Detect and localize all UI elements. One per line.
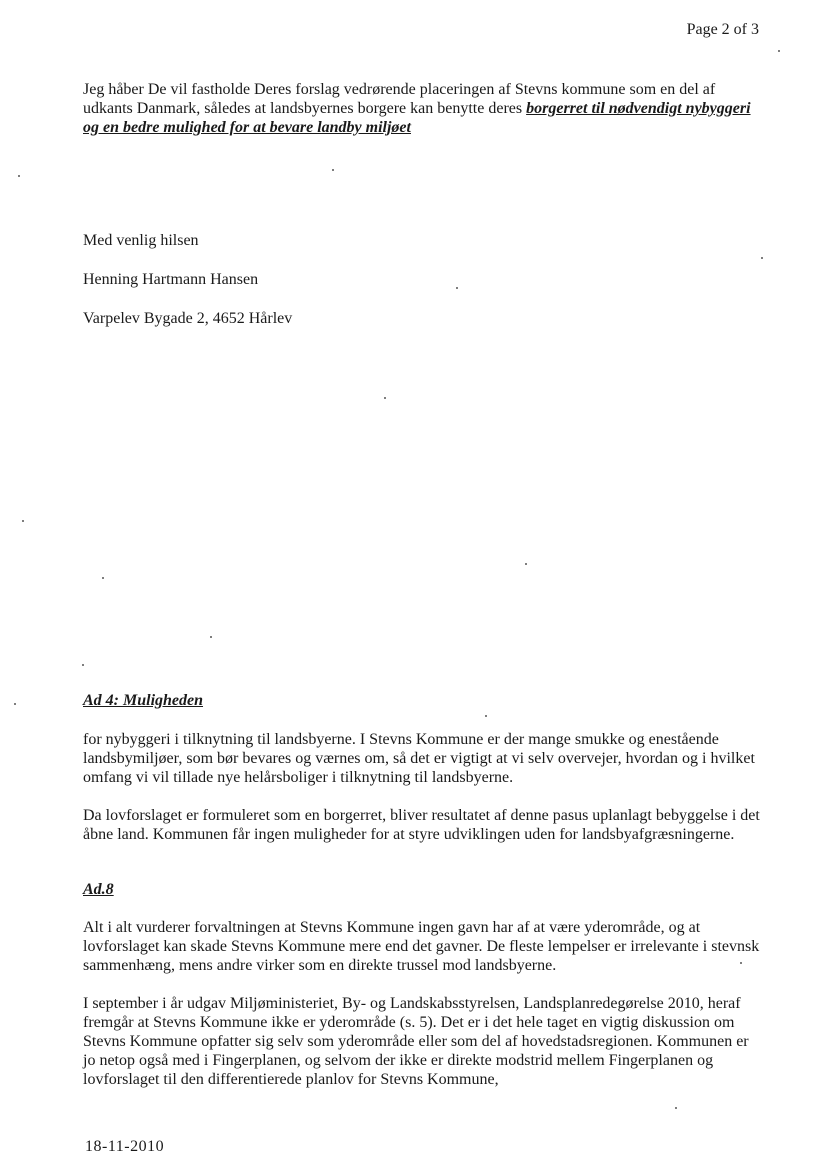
intro-emphasis: borgerret til nødvendigt nybyggeri og en bedre mulighed for at bevare landby miljøet xyxy=(83,100,751,136)
scan-speck xyxy=(675,1107,677,1109)
scan-speck xyxy=(456,287,458,289)
scan-speck xyxy=(332,169,334,171)
scan-speck xyxy=(778,50,780,52)
sender-name: Henning Hartmann Hansen xyxy=(83,271,259,288)
scan-speck xyxy=(14,703,16,705)
sender-address: Varpelev Bygade 2, 4652 Hårlev xyxy=(83,310,293,327)
intro-text: Jeg håber De vil fastholde Deres forslag vedrørende placeringen af Stevns kommune som en del af udkants Danmark, således at landsbyernes borgere kan benytte deres xyxy=(83,81,716,117)
section-heading-ad4: Ad 4: Muligheden xyxy=(83,692,204,709)
closing-greeting: Med venlig hilsen xyxy=(83,232,199,249)
ad4-paragraph-2: Da lovforslaget er formuleret som en borgerret, bliver resultatet af denne pasus uplanlagt bebyggelse i det åbne land. Kommunen får ingen muligheder for at styre udviklingen uden for landsbyafgræsningerne. xyxy=(83,807,760,843)
ad4-paragraph-1: for nybyggeri i tilknytning til landsbyerne. I Stevns Kommune er der mange smukke og enestående landsbymiljøer, som bør bevares og værnes om, så det er vigtigt at vi selv overvejer, hvordan og i hvilket omfang vi vil tillade nye helårsboliger i tilknytning til landsbyerne. xyxy=(83,731,755,786)
scan-speck xyxy=(761,257,763,259)
scan-speck xyxy=(210,636,212,638)
ad8-paragraph-2: I september i år udgav Miljøministeriet, By- og Landskabsstyrelsen, Landsplanredegørelse 2010, heraf fremgår at Stevns Kommune ikke er yderområde (s. 5). Det er i det hele taget en vigtig diskussion om Stevns Kommune opfatter sig selv som yderområde eller som del af hovedstadsregionen. Kommunen er jo netop også med i Fingerplanen, og selvom der ikke er direkte modstrid mellem Fingerplanen og lovforslaget til den differentierede planlov for Stevns Kommune, xyxy=(83,995,749,1088)
scan-speck xyxy=(82,664,84,666)
section-heading-ad8: Ad.8 xyxy=(83,881,114,898)
scan-speck xyxy=(740,962,742,964)
scan-speck xyxy=(18,175,20,177)
scan-speck xyxy=(485,715,487,717)
scan-speck xyxy=(384,397,386,399)
page-number: Page 2 of 3 xyxy=(686,21,759,38)
ad8-paragraph-1: Alt i alt vurderer forvaltningen at Stevns Kommune ingen gavn har af at være yderområde, og at lovforslaget kan skade Stevns Kommune mere end det gavner. De fleste lempelser er irrelevante i stevnsk sammenhæng, mens andre virker som en direkte trussel mod landsbyerne. xyxy=(83,919,760,974)
footer-date: 18-11-2010 xyxy=(85,1138,165,1155)
scan-speck xyxy=(102,577,104,579)
intro-paragraph xyxy=(83,80,763,137)
scan-speck xyxy=(22,520,24,522)
scan-speck xyxy=(525,563,527,565)
